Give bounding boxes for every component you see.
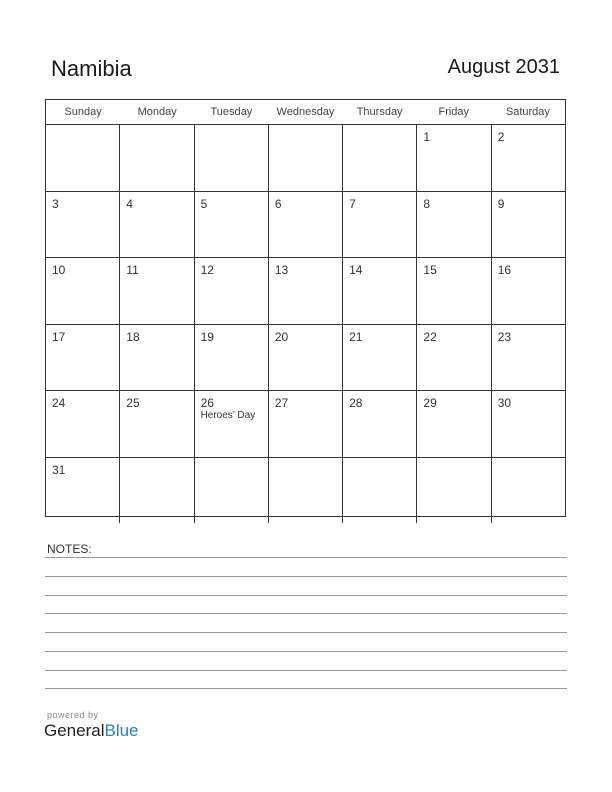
day-number: 24 bbox=[52, 396, 66, 410]
day-cell bbox=[343, 458, 417, 524]
day-cell bbox=[120, 258, 194, 324]
day-cell bbox=[417, 125, 491, 191]
day-number: 3 bbox=[52, 196, 59, 211]
day-number: 26 bbox=[200, 396, 214, 410]
notes-line bbox=[45, 670, 567, 671]
generalblue-logo[interactable] bbox=[44, 721, 139, 741]
day-number: 23 bbox=[497, 329, 512, 344]
day-cell bbox=[492, 325, 565, 391]
day-number: 4 bbox=[126, 196, 133, 211]
day-cell bbox=[46, 325, 120, 391]
day-number: 10 bbox=[52, 263, 66, 277]
day-cell bbox=[46, 258, 120, 324]
day-number: 19 bbox=[200, 329, 214, 344]
day-cell bbox=[492, 391, 565, 457]
day-number: 1 bbox=[423, 130, 431, 144]
notes-line bbox=[45, 632, 567, 633]
notes-line bbox=[45, 613, 567, 614]
day-cell bbox=[269, 458, 343, 524]
day-cell bbox=[492, 458, 565, 524]
day-cell bbox=[46, 125, 120, 191]
day-cell bbox=[195, 458, 269, 524]
day-number: 31 bbox=[52, 462, 66, 477]
notes-label: NOTES: bbox=[47, 542, 92, 556]
day-cell bbox=[269, 325, 343, 391]
day-cell bbox=[492, 192, 565, 258]
weekday-saturday: Saturday bbox=[505, 106, 550, 118]
day-cell bbox=[417, 192, 491, 258]
day-cell bbox=[195, 325, 269, 391]
day-cell bbox=[492, 125, 565, 191]
day-cell bbox=[343, 325, 417, 391]
day-cell bbox=[120, 125, 194, 191]
day-number: 22 bbox=[423, 329, 437, 344]
day-cell bbox=[46, 391, 120, 457]
country-title: Namibia bbox=[51, 56, 132, 81]
day-cell bbox=[120, 192, 194, 258]
holiday-label: Heroes’ Day bbox=[200, 410, 256, 421]
day-cell bbox=[492, 258, 565, 324]
day-number: 9 bbox=[497, 196, 505, 211]
day-number: 11 bbox=[126, 263, 139, 277]
brand-general: General bbox=[44, 721, 105, 740]
day-cell bbox=[269, 192, 343, 258]
notes-line bbox=[45, 595, 567, 596]
day-cell bbox=[343, 192, 417, 258]
day-cell bbox=[269, 391, 343, 457]
weekday-tuesday: Tuesday bbox=[210, 106, 253, 118]
day-number: 28 bbox=[349, 396, 363, 410]
day-cell bbox=[195, 391, 269, 457]
day-cell bbox=[120, 391, 194, 457]
calendar-week bbox=[46, 325, 565, 392]
weekday-friday: Friday bbox=[438, 106, 470, 118]
brand-blue: Blue bbox=[104, 721, 139, 740]
day-cell bbox=[417, 325, 491, 391]
day-number: 29 bbox=[423, 396, 437, 410]
powered-by-text: powered by bbox=[47, 710, 99, 720]
day-number: 14 bbox=[349, 263, 363, 277]
day-number: 30 bbox=[497, 396, 512, 410]
day-cell bbox=[195, 125, 269, 191]
day-cell bbox=[46, 192, 120, 258]
day-number: 7 bbox=[349, 196, 356, 211]
day-cell bbox=[269, 258, 343, 324]
weekday-thursday: Thursday bbox=[356, 106, 403, 118]
day-number: 5 bbox=[200, 196, 208, 211]
day-number: 25 bbox=[126, 396, 140, 410]
calendar-week bbox=[46, 258, 565, 325]
notes-line bbox=[45, 651, 567, 652]
weekday-sunday: Sunday bbox=[64, 106, 102, 118]
calendar-week bbox=[46, 458, 565, 524]
day-number: 17 bbox=[52, 329, 66, 344]
day-number: 27 bbox=[274, 396, 289, 410]
day-cell bbox=[417, 258, 491, 324]
day-cell bbox=[343, 258, 417, 324]
day-number: 21 bbox=[349, 329, 363, 344]
day-cell bbox=[195, 258, 269, 324]
day-cell bbox=[46, 458, 120, 524]
day-number: 18 bbox=[126, 329, 140, 344]
month-year-title: August 2031 bbox=[447, 56, 560, 78]
weekday-wednesday: Wednesday bbox=[276, 106, 335, 118]
calendar-grid bbox=[45, 99, 566, 517]
day-cell bbox=[417, 391, 491, 457]
day-number: 12 bbox=[200, 263, 214, 277]
day-cell bbox=[343, 391, 417, 457]
day-number: 13 bbox=[274, 263, 289, 277]
notes-line bbox=[45, 688, 567, 689]
calendar-week bbox=[46, 391, 565, 458]
calendar-week bbox=[46, 192, 565, 259]
day-number: 15 bbox=[423, 263, 437, 277]
notes-line bbox=[45, 576, 567, 577]
day-cell bbox=[269, 125, 343, 191]
day-number: 8 bbox=[423, 196, 431, 211]
day-cell bbox=[120, 325, 194, 391]
day-cell bbox=[120, 458, 194, 524]
day-number: 16 bbox=[497, 263, 512, 277]
weekday-monday: Monday bbox=[137, 106, 177, 118]
day-number: 2 bbox=[497, 130, 505, 144]
day-cell bbox=[195, 192, 269, 258]
day-number: 20 bbox=[274, 329, 289, 344]
day-number: 6 bbox=[274, 196, 282, 211]
notes-line bbox=[45, 557, 567, 558]
day-cell bbox=[343, 125, 417, 191]
day-cell bbox=[417, 458, 491, 524]
weekday-header bbox=[46, 100, 565, 125]
calendar-week bbox=[46, 125, 565, 192]
